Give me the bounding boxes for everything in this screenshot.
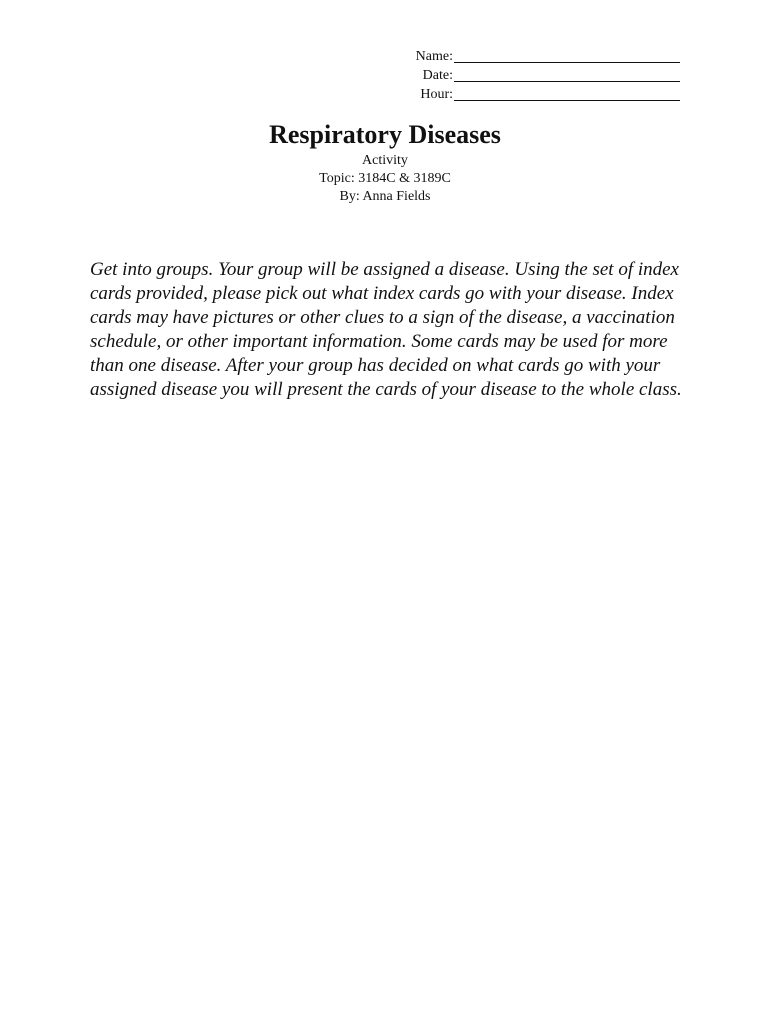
date-label: Date:	[422, 68, 453, 83]
date-field-row	[380, 65, 680, 84]
topic-label: Topic: 3184C & 3189C	[319, 171, 451, 186]
name-label: Name:	[415, 49, 453, 64]
name-blank-line[interactable]	[454, 49, 680, 63]
activity-label: Activity	[362, 153, 408, 168]
student-info-fields	[380, 46, 680, 103]
date-blank-line[interactable]	[454, 68, 680, 82]
instructions-paragraph: Get into groups. Your group will be assigned a disease. Using the set of index cards provided, please pick out what index cards go with your disease. Index cards may have pictures or other clues to a sign of the disease, a vaccination schedule, or other important information. Some cards may be used for more than one disease. After your group has decided on what cards go with your assigned disease you will present the cards of your disease to the whole class.	[90, 259, 682, 400]
hour-blank-line[interactable]	[454, 87, 680, 101]
hour-label: Hour:	[420, 87, 453, 102]
title-block	[0, 118, 770, 206]
name-field-row	[380, 46, 680, 65]
hour-field-row	[380, 84, 680, 103]
author-label: By: Anna Fields	[339, 189, 431, 204]
document-title: Respiratory Diseases	[269, 120, 501, 149]
